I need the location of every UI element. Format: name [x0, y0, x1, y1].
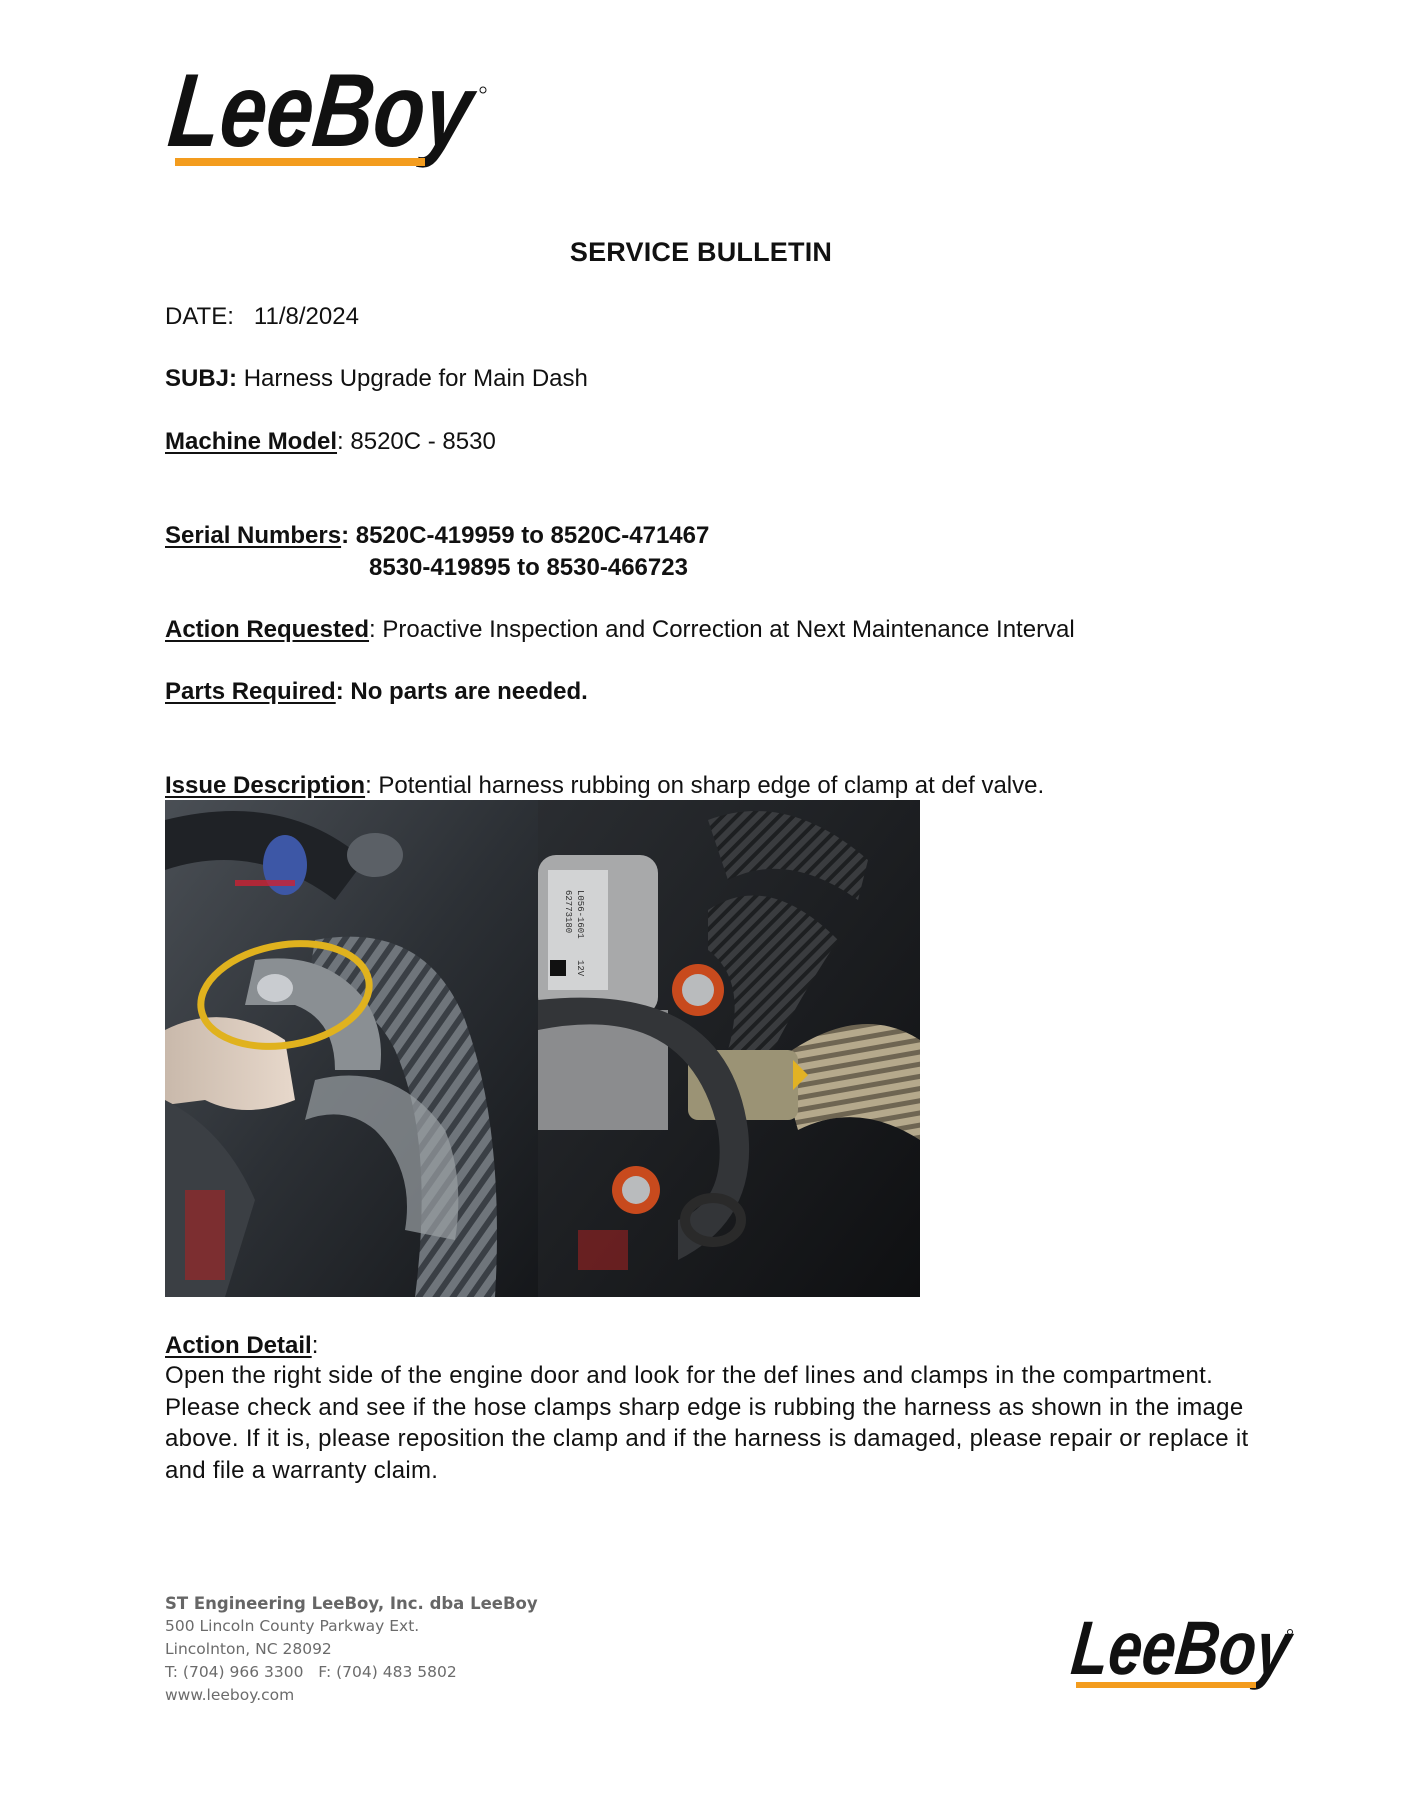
issue-description-line — [165, 772, 1044, 800]
action-requested-label: Action Requested — [165, 616, 370, 643]
action-requested-line — [165, 616, 1075, 644]
svg-text:LeeBoy: LeeBoy — [1067, 1606, 1352, 1691]
parts-required-label: Parts Required — [165, 678, 336, 705]
svg-text:12V: 12V — [575, 960, 585, 977]
date-line — [165, 303, 359, 331]
action-requested-value: : Proactive Inspection and Correction at Next Maintenance Interval — [369, 616, 1075, 643]
serial-range-1: : 8520C-419959 to 8520C-471467 — [341, 522, 710, 549]
action-detail-heading — [165, 1332, 318, 1360]
footer-company: ST Engineering LeeBoy, Inc. dba LeeBoy — [165, 1594, 538, 1613]
subject-label: SUBJ: — [165, 365, 238, 392]
bulletin-title: SERVICE BULLETIN — [569, 237, 833, 267]
harness-rub-photo — [165, 800, 538, 1297]
footer-phone: T: (704) 966 3300 F: (704) 483 5802 — [165, 1663, 457, 1681]
action-detail-label: Action Detail — [165, 1332, 312, 1359]
leeboy-logo-header — [163, 53, 552, 182]
serial-range-2: 8530-419895 to 8530-466723 — [369, 554, 688, 581]
issue-description-label: Issue Description — [165, 772, 366, 799]
parts-required-line — [165, 678, 588, 706]
machine-model-value: : 8520C - 8530 — [337, 428, 496, 455]
serial-numbers-label: Serial Numbers — [165, 522, 342, 549]
svg-text:LeeBoy: LeeBoy — [163, 53, 552, 169]
svg-text:62773180: 62773180 — [563, 890, 573, 934]
action-detail-colon: : — [311, 1332, 319, 1359]
def-valve-photo — [538, 800, 920, 1297]
action-detail-text: Open the right side of the engine door and look for the def lines and clamps in the compartment. Please check and see if the hose clamps sharp edge is rubbing the harness as shown in the image above. If it is, please reposition the clamp and if the harness is damaged, please repair or replace it and file a warranty claim. — [165, 1362, 1249, 1484]
footer-address-line1: 500 Lincoln County Parkway Ext. — [165, 1617, 420, 1635]
issue-description-value: : Potential harness rubbing on sharp edge of clamp at def valve. — [365, 772, 1045, 799]
leeboy-logo-footer — [1067, 1606, 1352, 1702]
subject-value: Harness Upgrade for Main Dash — [243, 365, 588, 392]
machine-model-line — [165, 428, 496, 456]
footer-address — [165, 1592, 538, 1707]
machine-model-label: Machine Model — [165, 428, 338, 455]
svg-text:L056-1601: L056-1601 — [575, 890, 585, 939]
footer-address-line2: Lincolnton, NC 28092 — [165, 1640, 332, 1658]
date-label: DATE: — [165, 303, 234, 330]
date-value: 11/8/2024 — [253, 303, 359, 330]
parts-required-value: : No parts are needed. — [335, 678, 588, 705]
footer-website: www.leeboy.com — [165, 1686, 295, 1704]
serial-numbers-line — [165, 522, 709, 550]
subject-line — [165, 365, 588, 393]
